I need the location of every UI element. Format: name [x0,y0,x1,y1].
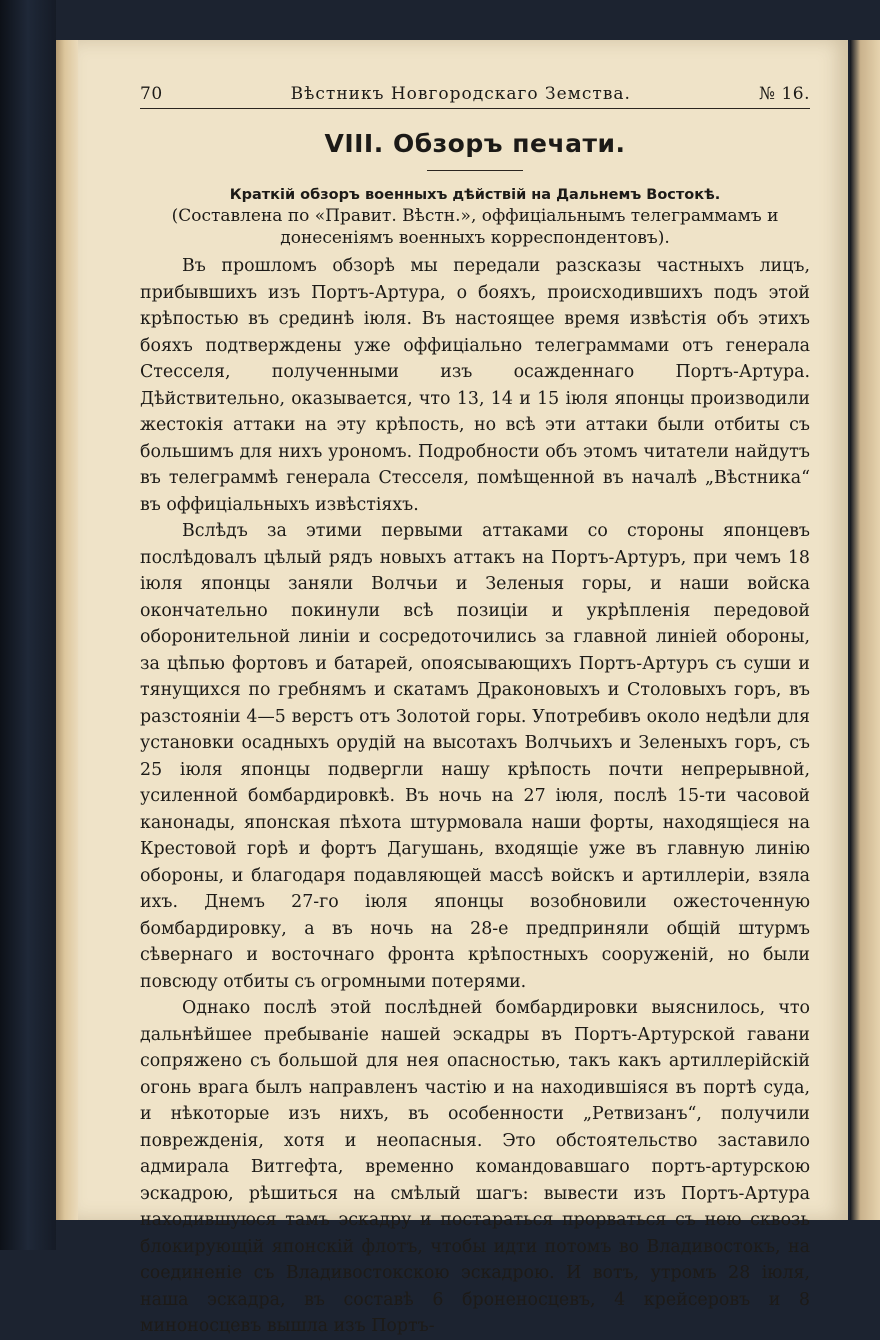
page-edge [56,40,78,1220]
page-content [140,84,810,1340]
section-title: VIII. Обзоръ печати. [324,129,626,158]
book-binding-right [850,40,880,1220]
book-binding-left [0,0,56,1250]
running-header [140,84,810,109]
issue-number: № 16. [758,84,810,104]
paragraph: Въ прошломъ обзорѣ мы передали разсказы частныхъ лицъ, прибывшихъ изъ Портъ-Артура, о бояхъ, происходившихъ подъ этой крѣпостью въ срединѣ iюля. Въ настоящее время извѣстiя объ этихъ бояхъ подтверждены уже оффицiально телеграммами отъ генерала Стесселя, полученными изъ осажденнаго Портъ-Артура. Дѣйствительно, оказывается, что 13, 14 и 15 iюля японцы производили жестокiя аттаки на эту крѣпость, но всѣ эти аттаки были отбиты съ большимъ для нихъ урономъ. Подробности объ этомъ читатели найдутъ въ телеграммѣ генерала Стесселя, помѣщенной въ началѣ „Вѣстника“ въ оффицiальныхъ извѣстiяхъ. [140,256,810,515]
journal-title: Вѣстникъ Новгородскаго Земства. [290,84,631,104]
article-source-note: (Составлена по «Правит. Вѣстн.», оффицiальнымъ телеграммамъ и донесенiямъ военныхъ корреспондентовъ). [171,206,779,248]
paragraph: Однако послѣ этой послѣдней бомбардировки выяснилось, что дальнѣйшее пребыванiе нашей эскадры въ Портъ-Артурской гавани сопряжено съ большой для нея опасностью, такъ какъ артиллерiйскiй огонь врага былъ направленъ частiю и на находившiяся въ портѣ суда, и нѣкоторые изъ нихъ, въ особенности „Ретвизанъ“, получили поврежденiя, хотя и неопасныя. Это обстоятельство заставило адмирала Витгефта, временно командовавшаго портъ-артурскою эскадрою, рѣшиться на смѣлый шагъ: вывести изъ Портъ-Артура находившуюся тамъ эскадру и постараться прорваться съ нею сквозь блокирующiй японскiй флотъ, чтобы идти потомъ во Владивостокъ, на соединенiе съ Владивостокскою эскадрою. И вотъ, утромъ 28 iюля, наша эскадра, въ составѣ 6 броненосцевъ, 4 крейсеровъ и 8 миноносцевъ вышла изъ Портъ- [140,998,810,1336]
book-page [78,40,848,1336]
title-rule [427,170,523,171]
article-body [140,253,810,1340]
page-number: 70 [140,84,163,104]
article-subtitle: Краткiй обзоръ военныхъ дѣйствiй на Дальнемъ Востокѣ. [229,187,721,203]
paragraph: Вслѣдъ за этими первыми аттаками со стороны японцевъ послѣдовалъ цѣлый рядъ новыхъ аттакъ на Портъ-Артуръ, при чемъ 18 iюля японцы заняли Волчьи и Зеленыя горы, и наши войска окончательно покинули всѣ позицiи и укрѣпленiя передовой оборонительной линiи и сосредоточились за главной линiей обороны, за цѣпью фортовъ и батарей, опоясывающихъ Портъ-Артуръ съ суши и тянущихся по гребнямъ и скатамъ Драконовыхъ и Столовыхъ горъ, въ разстоянiи 4—5 верстъ отъ Золотой горы. Употребивъ около недѣли для установки осадныхъ орудiй на высотахъ Волчьихъ и Зеленыхъ горъ, съ 25 iюля японцы подвергли нашу крѣпость почти непрерывной, усиленной бомбардировкѣ. Въ ночь на 27 iюля, послѣ 15-ти часовой канонады, японская пѣхота штурмовала наши форты, находящiеся на Крестовой горѣ и фортъ Дагушань, входящiе уже въ главную линiю обороны, и благодаря подавляющей массѣ войскъ и артиллерiи, взяла ихъ. Днемъ 27-го iюля японцы возобновили ожесточенную бомбардировку, а въ ночь на 28-е предприняли общiй штурмъ сѣвернаго и восточнаго фронта крѣпостныхъ сооруженiй, но были повсюду отбиты съ огромными потерями. [140,521,810,992]
